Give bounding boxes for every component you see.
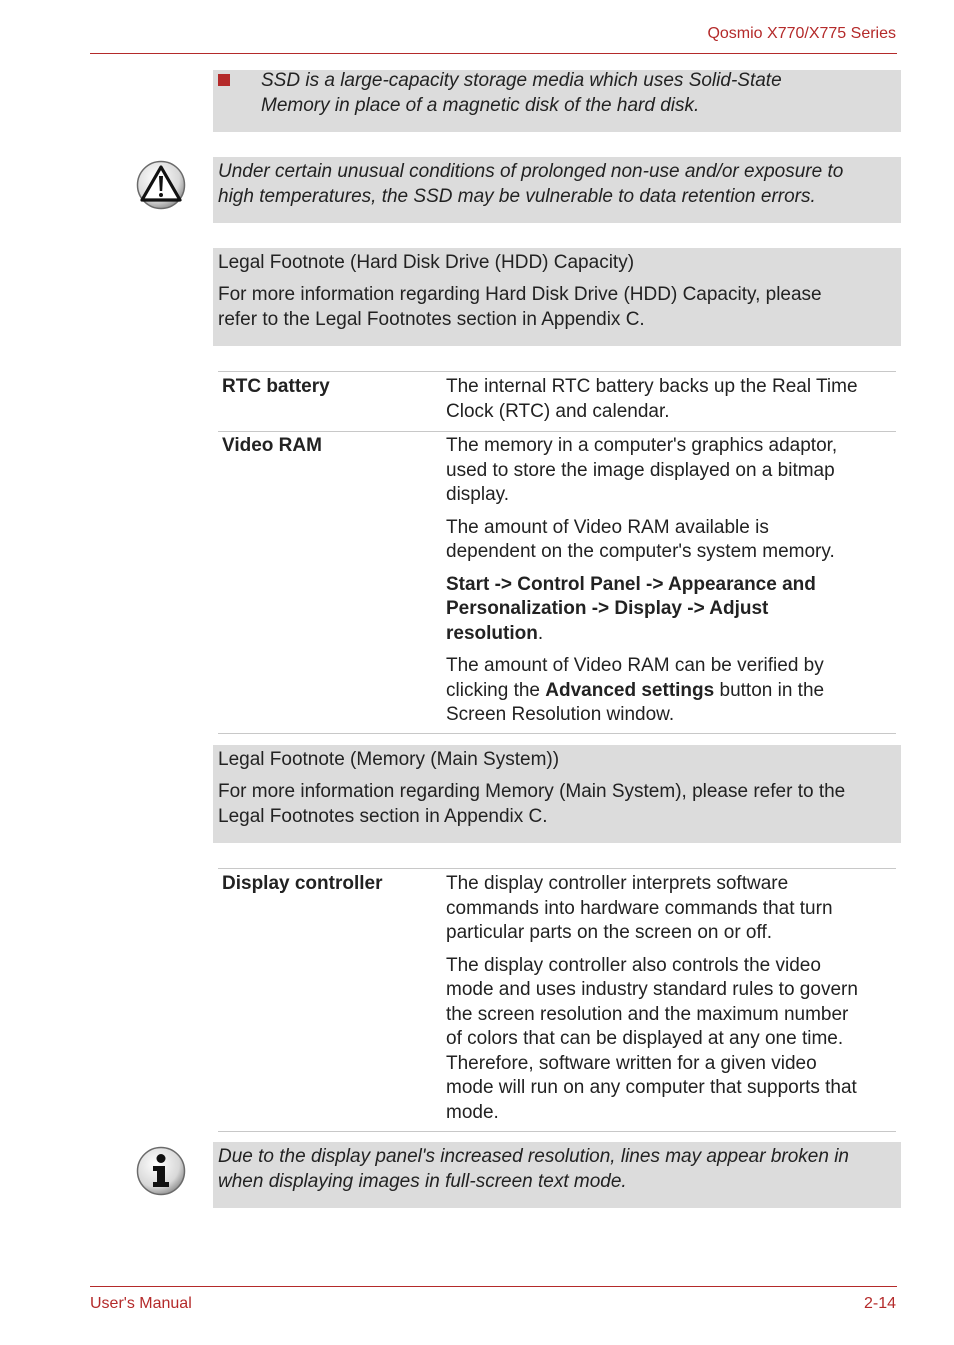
footer-rule bbox=[90, 1286, 897, 1287]
display-paragraph-2: The display controller also controls the video mode and uses industry standard rules to govern the screen resolution and the maximum number of colors that can be displayed at any one time. Therefore, software written for a given video mode will run on any computer that supports that mode. bbox=[446, 954, 858, 1123]
term-video-ram: Video RAM bbox=[222, 435, 322, 456]
table-bottom-rule bbox=[218, 1131, 896, 1132]
footer-manual-label: User's Manual bbox=[90, 1295, 192, 1312]
table-row-rule bbox=[218, 431, 896, 432]
table-bottom-rule bbox=[218, 733, 896, 734]
vram-paragraph-2: The amount of Video RAM available is dependent on the computer's system memory. bbox=[446, 516, 835, 562]
def-display-controller bbox=[446, 872, 896, 1133]
def-rtc-battery: The internal RTC battery backs up the Real Time Clock (RTC) and calendar. bbox=[446, 376, 858, 422]
page-number: 2-14 bbox=[863, 1295, 896, 1312]
term-display-controller: Display controller bbox=[222, 873, 383, 894]
running-header: Qosmio X770/X775 Series bbox=[707, 25, 896, 42]
vram-menu-path: Start -> Control Panel -> Appearance and Personalization -> Display -> Adjust resolution. bbox=[446, 573, 816, 644]
hdd-footnote-title: Legal Footnote (Hard Disk Drive (HDD) Capacity) bbox=[218, 252, 635, 273]
bullet-square-icon bbox=[218, 74, 230, 86]
display-paragraph-1: The display controller interprets software commands into hardware commands that turn particular parts on the screen on or off. bbox=[446, 873, 833, 943]
def-video-ram bbox=[446, 434, 896, 736]
memory-footnote-body: For more information regarding Memory (Main System), please refer to the Legal Footnotes section in Appendix C. bbox=[218, 781, 846, 827]
ssd-note-text: SSD is a large-capacity storage media which uses Solid-State Memory in place of a magnetic disk of the hard disk. bbox=[261, 70, 782, 116]
header-rule bbox=[90, 53, 897, 54]
table-top-rule bbox=[218, 371, 896, 372]
caution-triangle-icon bbox=[136, 160, 186, 210]
table-top-rule bbox=[218, 868, 896, 869]
info-icon bbox=[136, 1146, 186, 1196]
memory-footnote-title: Legal Footnote (Memory (Main System)) bbox=[218, 749, 560, 770]
vram-paragraph-1: The memory in a computer's graphics adaptor, used to store the image displayed on a bitmap display. bbox=[446, 435, 838, 505]
term-rtc-battery: RTC battery bbox=[222, 376, 330, 397]
vram-paragraph-4: The amount of Video RAM can be verified by clicking the Advanced settings button in the Screen Resolution window. bbox=[446, 655, 825, 725]
info-note-text: Due to the display panel's increased resolution, lines may appear broken in when displaying images in full-screen text mode. bbox=[218, 1146, 849, 1192]
hdd-footnote-body: For more information regarding Hard Disk Drive (HDD) Capacity, please refer to the Legal Footnotes section in Appendix C. bbox=[218, 284, 822, 330]
caution-text: Under certain unusual conditions of prolonged non-use and/or exposure to high temperatures, the SSD may be vulnerable to data retention errors. bbox=[218, 161, 844, 207]
